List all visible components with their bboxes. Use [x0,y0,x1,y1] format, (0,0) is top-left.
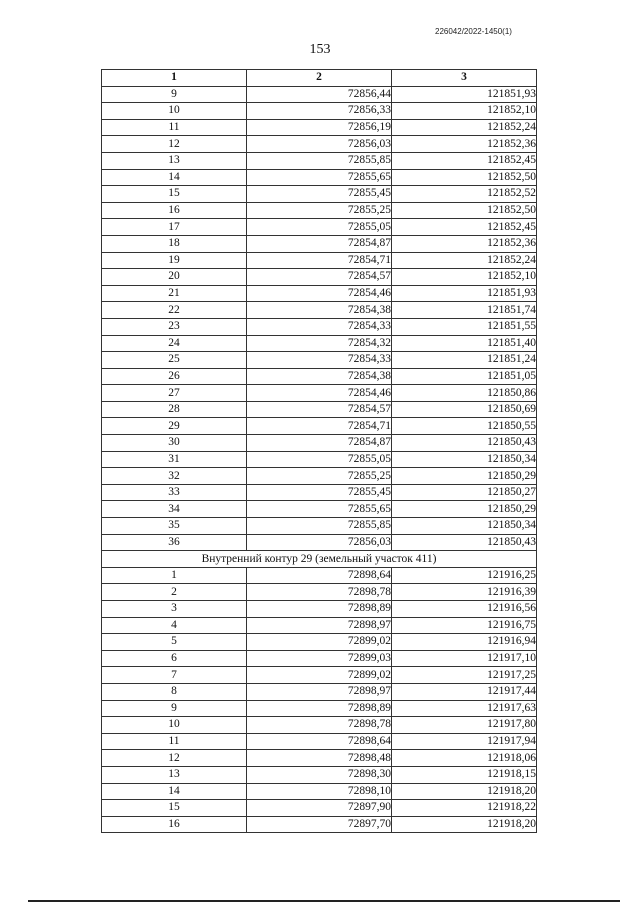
y-coordinate-cell: 121916,75 [392,617,537,634]
table-row [102,816,537,833]
point-number-cell: 33 [102,484,247,501]
y-coordinate-cell: 121850,43 [392,534,537,551]
table-row [102,252,537,269]
point-number-cell: 35 [102,518,247,535]
x-coordinate-cell: 72855,85 [247,152,392,169]
table-row [102,269,537,286]
table-row [102,750,537,767]
table-row [102,783,537,800]
table-row [102,534,537,551]
point-number-cell: 22 [102,302,247,319]
x-coordinate-cell: 72854,71 [247,418,392,435]
point-number-cell: 17 [102,219,247,236]
y-coordinate-cell: 121852,36 [392,136,537,153]
y-coordinate-cell: 121916,94 [392,634,537,651]
point-number-cell: 19 [102,252,247,269]
x-coordinate-cell: 72854,38 [247,368,392,385]
table-row [102,136,537,153]
table-row [102,152,537,169]
table-row [102,766,537,783]
y-coordinate-cell: 121850,27 [392,484,537,501]
y-coordinate-cell: 121850,43 [392,435,537,452]
table-body [102,86,537,833]
x-coordinate-cell: 72855,45 [247,484,392,501]
table-row [102,683,537,700]
x-coordinate-cell: 72856,03 [247,534,392,551]
x-coordinate-cell: 72899,02 [247,667,392,684]
x-coordinate-cell: 72854,57 [247,401,392,418]
bottom-rule [28,900,620,902]
table-row [102,368,537,385]
y-coordinate-cell: 121850,69 [392,401,537,418]
column-header-number: 1 [102,70,247,87]
x-coordinate-cell: 72898,97 [247,617,392,634]
y-coordinate-cell: 121918,20 [392,816,537,833]
table-row [102,219,537,236]
table-row [102,518,537,535]
column-header-x: 2 [247,70,392,87]
x-coordinate-cell: 72899,02 [247,634,392,651]
point-number-cell: 10 [102,103,247,120]
y-coordinate-cell: 121917,94 [392,733,537,750]
x-coordinate-cell: 72854,46 [247,285,392,302]
table-row [102,385,537,402]
x-coordinate-cell: 72856,33 [247,103,392,120]
y-coordinate-cell: 121850,34 [392,518,537,535]
y-coordinate-cell: 121917,10 [392,650,537,667]
point-number-cell: 13 [102,766,247,783]
table-row [102,352,537,369]
point-number-cell: 12 [102,136,247,153]
x-coordinate-cell: 72855,05 [247,219,392,236]
point-number-cell: 26 [102,368,247,385]
point-number-cell: 24 [102,335,247,352]
x-coordinate-cell: 72854,87 [247,235,392,252]
x-coordinate-cell: 72898,89 [247,601,392,618]
point-number-cell: 2 [102,584,247,601]
point-number-cell: 3 [102,601,247,618]
point-number-cell: 4 [102,617,247,634]
table-row [102,302,537,319]
y-coordinate-cell: 121851,93 [392,86,537,103]
table-row [102,667,537,684]
table-row [102,634,537,651]
x-coordinate-cell: 72899,03 [247,650,392,667]
point-number-cell: 11 [102,119,247,136]
y-coordinate-cell: 121917,25 [392,667,537,684]
table-row [102,800,537,817]
table-row [102,468,537,485]
point-number-cell: 18 [102,235,247,252]
point-number-cell: 14 [102,169,247,186]
point-number-cell: 9 [102,700,247,717]
table-row [102,235,537,252]
y-coordinate-cell: 121916,39 [392,584,537,601]
point-number-cell: 25 [102,352,247,369]
table-row [102,733,537,750]
section-row [102,551,537,568]
y-coordinate-cell: 121916,25 [392,567,537,584]
y-coordinate-cell: 121852,24 [392,252,537,269]
point-number-cell: 11 [102,733,247,750]
y-coordinate-cell: 121850,29 [392,468,537,485]
point-number-cell: 14 [102,783,247,800]
table-row [102,202,537,219]
x-coordinate-cell: 72855,65 [247,501,392,518]
point-number-cell: 15 [102,800,247,817]
point-number-cell: 10 [102,717,247,734]
table-row [102,119,537,136]
y-coordinate-cell: 121852,10 [392,103,537,120]
x-coordinate-cell: 72855,45 [247,186,392,203]
point-number-cell: 16 [102,816,247,833]
point-number-cell: 13 [102,152,247,169]
x-coordinate-cell: 72898,10 [247,783,392,800]
y-coordinate-cell: 121850,29 [392,501,537,518]
y-coordinate-cell: 121851,55 [392,318,537,335]
table-row [102,501,537,518]
x-coordinate-cell: 72897,70 [247,816,392,833]
y-coordinate-cell: 121852,45 [392,152,537,169]
table-row [102,86,537,103]
table-row [102,601,537,618]
point-number-cell: 7 [102,667,247,684]
table-row [102,186,537,203]
x-coordinate-cell: 72898,64 [247,567,392,584]
x-coordinate-cell: 72898,78 [247,584,392,601]
point-number-cell: 31 [102,451,247,468]
y-coordinate-cell: 121851,40 [392,335,537,352]
y-coordinate-cell: 121917,80 [392,717,537,734]
table-row [102,567,537,584]
point-number-cell: 8 [102,683,247,700]
point-number-cell: 21 [102,285,247,302]
table-row [102,418,537,435]
y-coordinate-cell: 121850,55 [392,418,537,435]
x-coordinate-cell: 72854,33 [247,318,392,335]
table-row [102,717,537,734]
y-coordinate-cell: 121851,05 [392,368,537,385]
y-coordinate-cell: 121852,10 [392,269,537,286]
y-coordinate-cell: 121850,34 [392,451,537,468]
point-number-cell: 30 [102,435,247,452]
x-coordinate-cell: 72898,97 [247,683,392,700]
section-title: Внутренний контур 29 (земельный участок 411) [102,551,537,568]
table-row [102,103,537,120]
table-row [102,451,537,468]
x-coordinate-cell: 72856,19 [247,119,392,136]
point-number-cell: 6 [102,650,247,667]
point-number-cell: 20 [102,269,247,286]
x-coordinate-cell: 72854,46 [247,385,392,402]
point-number-cell: 29 [102,418,247,435]
y-coordinate-cell: 121918,20 [392,783,537,800]
point-number-cell: 9 [102,86,247,103]
y-coordinate-cell: 121918,22 [392,800,537,817]
x-coordinate-cell: 72898,64 [247,733,392,750]
x-coordinate-cell: 72898,78 [247,717,392,734]
y-coordinate-cell: 121852,50 [392,202,537,219]
y-coordinate-cell: 121851,74 [392,302,537,319]
point-number-cell: 12 [102,750,247,767]
table-row [102,401,537,418]
x-coordinate-cell: 72855,25 [247,202,392,219]
x-coordinate-cell: 72898,48 [247,750,392,767]
y-coordinate-cell: 121916,56 [392,601,537,618]
y-coordinate-cell: 121852,45 [392,219,537,236]
y-coordinate-cell: 121917,44 [392,683,537,700]
point-number-cell: 15 [102,186,247,203]
y-coordinate-cell: 121851,24 [392,352,537,369]
x-coordinate-cell: 72854,32 [247,335,392,352]
x-coordinate-cell: 72854,87 [247,435,392,452]
table-header [102,70,537,87]
y-coordinate-cell: 121852,36 [392,235,537,252]
y-coordinate-cell: 121918,15 [392,766,537,783]
x-coordinate-cell: 72854,57 [247,269,392,286]
table-row [102,650,537,667]
x-coordinate-cell: 72855,85 [247,518,392,535]
table-row [102,318,537,335]
table-row [102,169,537,186]
table-row [102,700,537,717]
x-coordinate-cell: 72855,65 [247,169,392,186]
y-coordinate-cell: 121918,06 [392,750,537,767]
table-row [102,335,537,352]
x-coordinate-cell: 72856,44 [247,86,392,103]
x-coordinate-cell: 72855,05 [247,451,392,468]
y-coordinate-cell: 121852,50 [392,169,537,186]
coordinates-table [101,69,537,833]
point-number-cell: 32 [102,468,247,485]
table-row [102,285,537,302]
table-row [102,484,537,501]
point-number-cell: 16 [102,202,247,219]
column-header-y: 3 [392,70,537,87]
point-number-cell: 27 [102,385,247,402]
x-coordinate-cell: 72854,71 [247,252,392,269]
page-number: 153 [309,42,331,57]
point-number-cell: 34 [102,501,247,518]
point-number-cell: 23 [102,318,247,335]
x-coordinate-cell: 72898,30 [247,766,392,783]
x-coordinate-cell: 72855,25 [247,468,392,485]
y-coordinate-cell: 121850,86 [392,385,537,402]
y-coordinate-cell: 121917,63 [392,700,537,717]
x-coordinate-cell: 72898,89 [247,700,392,717]
y-coordinate-cell: 121852,24 [392,119,537,136]
x-coordinate-cell: 72854,38 [247,302,392,319]
y-coordinate-cell: 121851,93 [392,285,537,302]
document-code: 226042/2022-1450(1) [435,27,512,36]
point-number-cell: 28 [102,401,247,418]
point-number-cell: 36 [102,534,247,551]
x-coordinate-cell: 72856,03 [247,136,392,153]
point-number-cell: 1 [102,567,247,584]
y-coordinate-cell: 121852,52 [392,186,537,203]
table-row [102,617,537,634]
header-row [102,70,537,87]
table-row [102,584,537,601]
table-row [102,435,537,452]
x-coordinate-cell: 72854,33 [247,352,392,369]
point-number-cell: 5 [102,634,247,651]
x-coordinate-cell: 72897,90 [247,800,392,817]
